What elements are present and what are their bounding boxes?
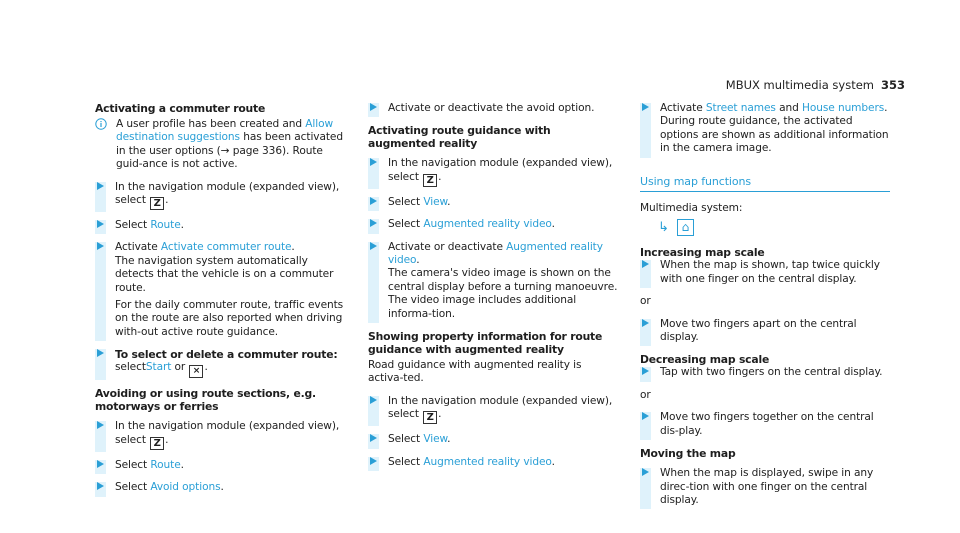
step-text: Select (115, 481, 151, 494)
step-arrow-icon (97, 242, 104, 250)
step-activate-commuter-route (95, 241, 345, 339)
step-text: select (115, 361, 146, 374)
page-header-title: MBUX multimedia system (725, 78, 874, 92)
step-tap-two-fingers (640, 366, 890, 379)
step-arrow-icon (642, 319, 649, 327)
heading-increasing-map-scale: Increasing map scale (640, 246, 765, 260)
column-1 (95, 102, 345, 504)
step-arrow-icon (642, 412, 649, 420)
link-augmented-reality-video[interactable]: Augmented reality video (423, 455, 552, 468)
step-select-view (368, 433, 618, 446)
step-move-fingers-apart (640, 318, 890, 345)
step-select-ar-video (368, 456, 618, 469)
or-label: or (640, 388, 651, 401)
step-text: Activate or deactivate (388, 240, 507, 253)
step-arrow-icon (97, 460, 104, 468)
close-icon[interactable]: × (189, 365, 203, 378)
link-augmented-reality-video[interactable]: Augmented reality video (423, 218, 552, 231)
step-arrow-icon (370, 242, 377, 250)
step-detail: During route guidance, the activated options are shown as additional information in the camera image. (660, 115, 889, 155)
step-text: In the navigation module (expanded view), select (388, 157, 613, 183)
heading-decreasing-map-scale: Decreasing map scale (640, 353, 770, 367)
link-activate-commuter-route[interactable]: Activate commuter route (160, 241, 292, 254)
step-arrow-icon (370, 219, 377, 227)
step-arrow-icon (97, 220, 104, 228)
home-icon[interactable]: ⌂ (677, 219, 694, 236)
link-street-names[interactable]: Street names (705, 102, 776, 114)
heading-avoiding-route-sections: Avoiding or using route sections, e.g. motorways or ferries (95, 387, 316, 414)
step-detail: For the daily commuter route, traffic events on the route are also reported when driving with-out active route guidance. (115, 299, 344, 338)
step-title: To select or delete a commuter route: (115, 348, 338, 362)
step-text: . (180, 219, 184, 232)
step-text: . (180, 458, 184, 471)
step-text: Move two fingers together on the central dis-play. (660, 411, 874, 437)
heading-activating-commuter-route: Activating a commuter route (95, 102, 266, 115)
link-view[interactable]: View (423, 195, 448, 208)
gear-icon[interactable]: Z (423, 411, 437, 424)
step-text: Activate (115, 241, 161, 254)
heading-moving-the-map: Moving the map (640, 447, 736, 461)
step-text: . (447, 195, 451, 208)
step-arrow-icon (97, 482, 104, 490)
step-tap-twice (640, 259, 890, 286)
note-text-1: A user profile has been created and (116, 118, 306, 130)
gear-icon[interactable]: Z (423, 174, 437, 187)
step-select-settings: In the navigation module (expanded view), select Z . (368, 395, 618, 424)
step-text: . (551, 218, 555, 231)
step-arrow-icon (97, 421, 104, 429)
step-text: Select (388, 195, 424, 208)
step-text: or (171, 361, 189, 374)
heading-property-information: Showing property information for route guidance with augmented reality (368, 330, 603, 357)
step-arrow-icon (642, 367, 649, 375)
gear-icon[interactable]: Z (150, 437, 164, 450)
link-route[interactable]: Route (150, 219, 181, 232)
multimedia-system-label: Multimedia system: (640, 202, 743, 215)
step-text: . (884, 102, 888, 114)
step-text: Activate (660, 102, 706, 114)
step-select-avoid-options (95, 481, 345, 494)
gear-icon[interactable]: Z (150, 197, 164, 210)
step-text: Select (388, 218, 424, 231)
step-text: When the map is displayed, swipe in any direc-tion with one finger on the central display. (660, 467, 874, 506)
info-icon (95, 118, 107, 130)
link-allow-destination-suggestions[interactable]: Allow destination suggestions (116, 118, 334, 144)
step-text: . (447, 433, 451, 446)
column-2 (368, 102, 618, 478)
step-text: In the navigation module (expanded view), select (115, 420, 340, 446)
step-arrow-icon (370, 434, 377, 442)
return-arrow-icon: ↳ (658, 220, 669, 236)
step-select-settings: In the navigation module (expanded view), select Z . (95, 181, 345, 210)
step-arrow-icon (642, 260, 649, 268)
step-text: Select (388, 455, 424, 468)
link-house-numbers[interactable]: House numbers (801, 102, 885, 114)
step-arrow-icon (370, 396, 377, 404)
step-select-route (95, 459, 345, 472)
step-activate-avoid-option (368, 102, 618, 115)
step-text: Move two fingers apart on the central display. (660, 317, 857, 344)
step-text: When the map is shown, tap twice quickly with one finger on the central display. (660, 259, 880, 285)
step-arrow-icon (97, 182, 104, 190)
step-text: Select (115, 458, 151, 471)
step-arrow-icon (97, 349, 104, 357)
step-text: . (220, 481, 224, 494)
step-text: Activate or deactivate the avoid option. (388, 102, 595, 114)
note-text-3: page 336). Route guid-ance is not active. (116, 144, 323, 171)
link-avoid-options[interactable]: Avoid options (150, 481, 221, 494)
step-text: . (551, 455, 555, 468)
column-3 (640, 102, 890, 516)
step-arrow-icon (370, 103, 377, 111)
page-number: 353 (880, 78, 905, 92)
step-select-route (95, 219, 345, 232)
step-select-ar-video (368, 218, 618, 231)
step-text: In the navigation module (expanded view), select (388, 394, 613, 421)
step-move-fingers-together (640, 411, 890, 438)
step-arrow-icon (370, 158, 377, 166)
step-detail: The camera's video image is shown on the central display before a turning manoeuvre. The video image includes additional informa-tion. (388, 267, 618, 320)
step-arrow-icon (642, 468, 649, 476)
navigation-path (658, 219, 890, 236)
section-title-using-map-functions: Using map functions (640, 175, 890, 192)
step-text: and (775, 102, 802, 114)
page-header (726, 78, 905, 92)
link-view[interactable]: View (423, 433, 448, 446)
step-text: In the navigation module (expanded view), select (115, 180, 340, 207)
step-activate-street-house (640, 102, 890, 156)
info-note (95, 118, 345, 172)
step-arrow-icon (370, 197, 377, 205)
link-start[interactable]: Start (145, 361, 172, 374)
step-text: . (291, 241, 295, 254)
step-text: Select (388, 433, 424, 446)
step-detail: The navigation system automatically detects that the vehicle is on a commuter route. (115, 254, 334, 294)
step-arrow-icon (642, 103, 649, 111)
step-select-settings: In the navigation module (expanded view), select Z . (95, 420, 345, 449)
paragraph: Road guidance with augmented reality is activa-ted. (368, 359, 582, 385)
or-label: or (640, 295, 651, 308)
step-text: Tap with two fingers on the central display. (660, 366, 883, 379)
step-arrow-icon (370, 457, 377, 465)
heading-augmented-reality: Activating route guidance with augmented reality (368, 124, 551, 151)
step-activate-ar-video (368, 241, 618, 321)
step-select-settings: In the navigation module (expanded view), select Z . (368, 157, 618, 186)
step-text: . (416, 254, 420, 267)
note-text-2: has been activated in the user options ( (116, 131, 343, 157)
link-route[interactable]: Route (150, 458, 181, 471)
arrow-icon: → (220, 144, 230, 157)
step-select-delete-commuter-route: To select or delete a commuter route: selectStart or × . (95, 348, 345, 378)
step-swipe (640, 467, 890, 507)
step-select-view (368, 196, 618, 209)
link-augmented-reality-video[interactable]: Augmented reality video (388, 240, 603, 267)
step-text: Select (115, 219, 151, 232)
